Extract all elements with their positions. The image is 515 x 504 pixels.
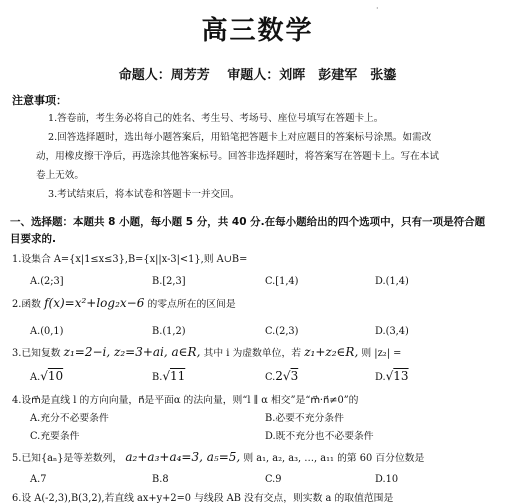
q1-option-c: C.[1,4)	[265, 276, 299, 287]
section-heading: 一、选择题：本题共 8 小题，每小题 5 分，共 40 分.在每小题给出的四个选项中，只有一项是符合题	[10, 216, 486, 228]
q1-option-b: B.[2,3]	[152, 276, 186, 287]
note-line-4: 卷上无效。	[36, 170, 84, 181]
q5-option-b: B.8	[152, 474, 169, 485]
question-1-stem: 1.设集合 A={x|1≤x≤3},B={x||x-3|<1},则 A∪B=	[12, 254, 248, 265]
q5-formula: a₂+a₃+a₄=3, a₅=5,	[125, 450, 241, 464]
q4-option-d: D.既不充分也不必要条件	[265, 431, 374, 442]
q3-middle: 其中 i 为虚数单位，若	[203, 348, 302, 359]
q4-option-a: A.充分不必要条件	[30, 413, 109, 424]
q2-option-d: D.(3,4)	[375, 326, 409, 337]
question-2-stem	[12, 296, 236, 310]
q3-formula-2: z₁+z₂∈R,	[304, 345, 359, 359]
q3-option-a: A.√10	[30, 369, 64, 383]
q2-option-a: A.(0,1)	[30, 326, 64, 337]
notes-heading: 注意事项：	[12, 94, 67, 107]
q3-option-d: D.√13	[375, 369, 409, 383]
authors-line: 命题人：周芳芳 审题人：刘晖 彭建军 张鎏	[118, 68, 397, 83]
note-line-1: 1.答卷前，考生务必将自己的姓名、考生号、考场号、座位号填写在答题卡上。	[48, 113, 384, 124]
q3-suffix: 则 |z₂| =	[361, 348, 402, 359]
q2-formula: f(x)=x²+log₂x−6	[44, 296, 145, 310]
note-line-3: 动，用橡皮擦干净后，再选涂其他答案标号。回答非选择题时，将答案写在答题卡上。写在本试	[36, 151, 439, 162]
page-title: 高三数学	[201, 16, 314, 46]
q4-option-c: C.充要条件	[30, 431, 80, 442]
question-4-stem: 4.设m⃗是直线 l 的方向向量，n⃗是平面α 的法向量，则“l ∥ α 相交”是“m⃗·n⃗≠0”的	[12, 395, 359, 406]
q2-option-c: C.(2,3)	[265, 326, 299, 337]
question-5-stem	[12, 450, 424, 464]
corner-mark: ·	[376, 4, 379, 13]
section-heading-cont: 目要求的.	[10, 233, 56, 245]
q5-suffix: 则 a₁, a₂, a₃, …, a₁₁ 的第 60 百分位数是	[243, 453, 425, 464]
q3-prefix: 3.已知复数	[12, 348, 61, 359]
q5-option-a: A.7	[30, 474, 47, 485]
q5-option-c: C.9	[265, 474, 282, 485]
q2-prefix: 2.函数	[12, 299, 41, 310]
question-3-stem	[12, 345, 401, 359]
q5-prefix: 5.已知{aₙ}是等差数列，	[12, 453, 123, 464]
q5-option-d: D.10	[375, 474, 399, 485]
q1-option-a: A.(2;3]	[30, 276, 64, 287]
q3-formula-1: z₁=2−i, z₂=3+ai, a∈R,	[63, 345, 201, 359]
q4-option-b: B.必要不充分条件	[265, 413, 344, 424]
note-line-2: 2.回答选择题时，选出每小题答案后，用铅笔把答题卡上对应题目的答案标号涂黑。如需改	[48, 132, 432, 143]
question-6-stem: 6.设 A(-2,3),B(3,2),若直线 ax+y+2=0 与线段 AB 没有交点，则实数 a 的取值范围是	[12, 493, 394, 504]
q2-suffix: 的零点所在的区间是	[147, 299, 236, 310]
note-line-5: 3.考试结束后，将本试卷和答题卡一并交回。	[48, 189, 240, 200]
q3-option-c: C.2√3	[265, 369, 299, 383]
q2-option-b: B.(1,2)	[152, 326, 186, 337]
q3-option-b: B.√11	[152, 369, 186, 383]
q1-option-d: D.(1,4)	[375, 276, 409, 287]
